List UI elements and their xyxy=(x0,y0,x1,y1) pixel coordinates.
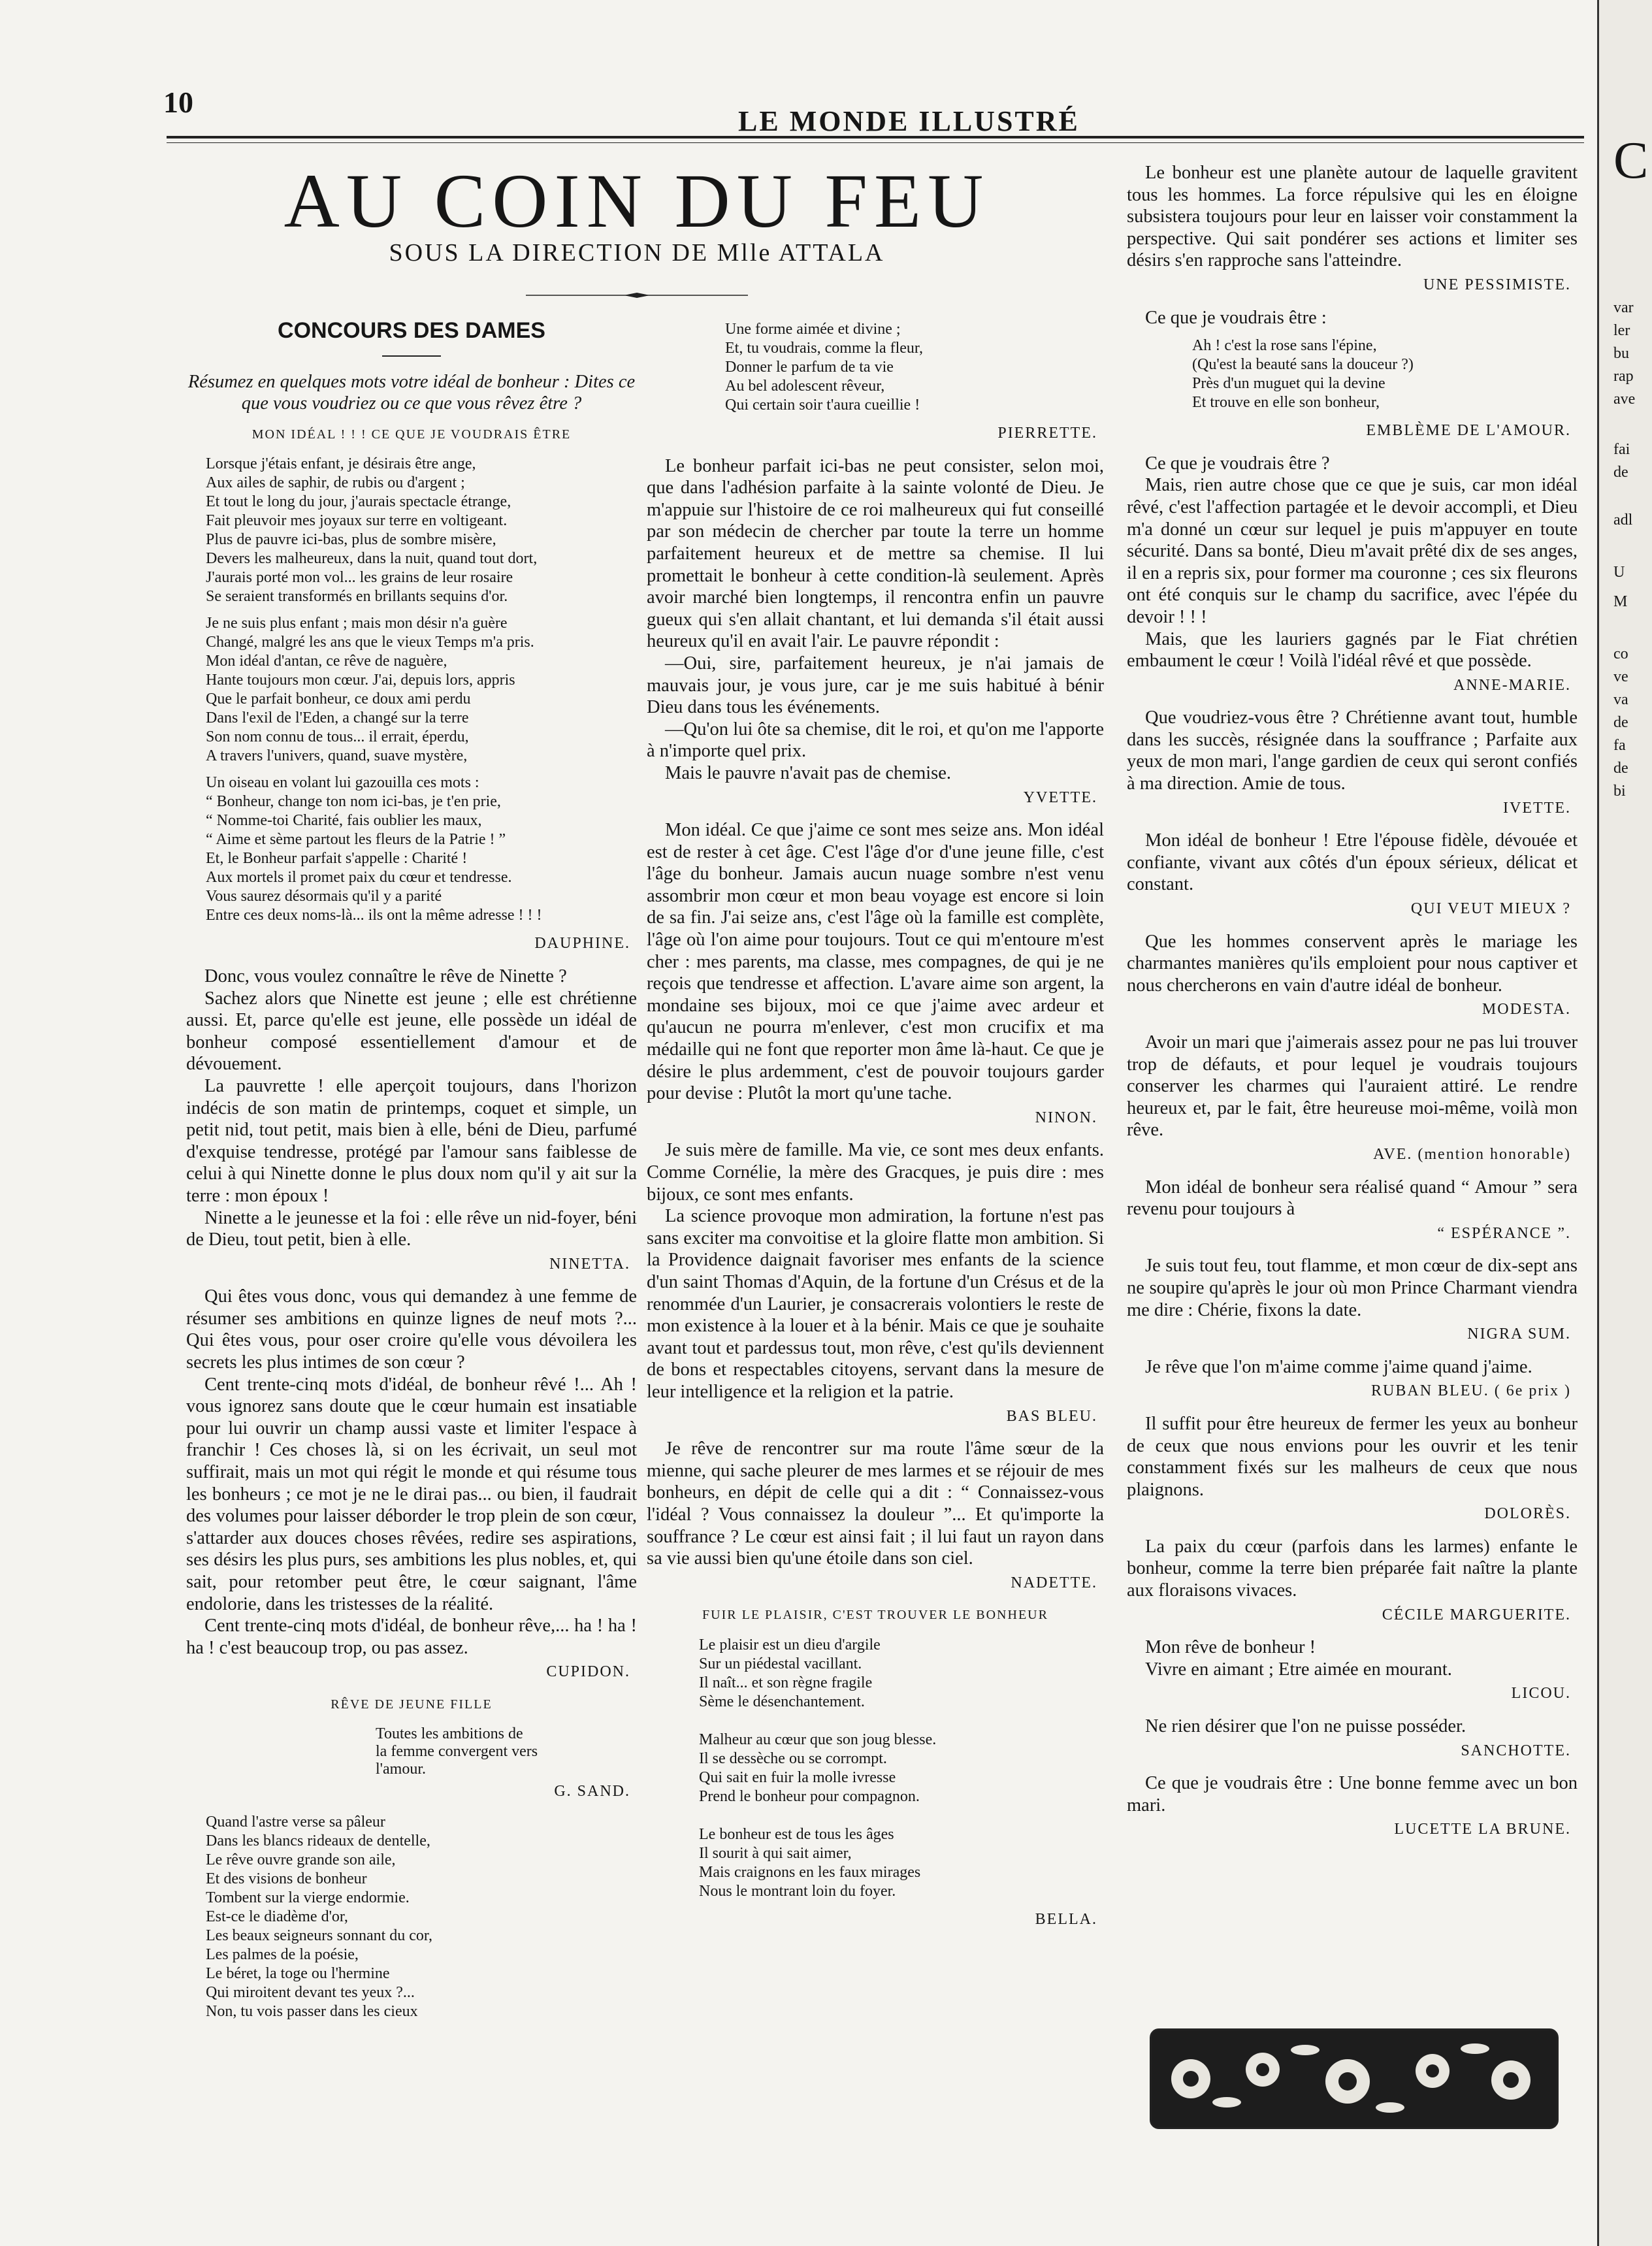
margin-fragment: U xyxy=(1613,564,1625,581)
margin-fragment: va xyxy=(1613,691,1628,708)
poem-stanza: Quand l'astre verse sa pâleur Dans les blancs rideaux de dentelle, Le rêve ouvre grande son aile, Et des visions de bonheur Tombent sur la vierge endormie. Est-ce le diadème d'or, Les beaux seigneurs sonnant du cor, Les palmes de la poésie, Le béret, la toge ou l'hermine Qui miroitent devant tes yeux ?... Non, tu vois passer dans les cieux xyxy=(206,1814,432,2021)
signature: BAS BLEU. xyxy=(1006,1407,1097,1425)
column-2 xyxy=(647,320,1104,1941)
margin-fragment: rap xyxy=(1613,368,1634,385)
signature: DAUPHINE. xyxy=(534,935,630,952)
column-3 xyxy=(1127,162,1578,1851)
paragraph: Mon idéal. Ce que j'aime ce sont mes seize ans. Mon idéal est de rester à cet âge. C'est l'âge d'or d'une jeune fille, c'est l'âge du bonheur. Jamais aucun nuage sombre n'est venu assombrir mon cœur et mon beau voyage est encore si loin de sa fin. J'ai seize ans, c'est l'âge où la famille est complète, l'âge où l'on aime pour toujours. Tout ce qui m'entoure m'est cher : mes parents, ma classe, mes compagnes, de qui je ne reçois que tendresse et affection. L'avare aime son argent, la mondaine ses bijoux, moi ce que j'aime avec ardeur et qu'aucun ne pourra m'enlever, c'est mon crucifix et ma médaille qui ne font que reporter mon âme là-haut. Ce que je désire le plus ardemment, c'est de pouvoir toujours garder pour devise : Plutôt la mort qu'une tache. xyxy=(647,820,1104,1104)
paragraph: Ne rien désirer que l'on ne puisse posséder. xyxy=(1145,1716,1466,1737)
signature: PIERRETTE. xyxy=(997,425,1097,442)
signature: NINETTA. xyxy=(549,1255,630,1273)
paragraph: Ninette a le jeunesse et la foi : elle rêve un nid-foyer, béni de Dieu, tout petit, bien à elle. xyxy=(186,1207,637,1250)
margin-fragment: var xyxy=(1613,299,1634,316)
signature: CÉCILE MARGUERITE. xyxy=(1382,1606,1571,1623)
paragraph: Ce que je voudrais être ? xyxy=(1145,453,1330,474)
margin-fragment: ler xyxy=(1613,322,1630,339)
poem-stanza: Lorsque j'étais enfant, je désirais être ange, Aux ailes de saphir, de rubis ou d'argent ; Et tout le long du jour, j'aurais spectacle étrange, Fait pleuvoir mes joyaux sur terre en voltigeant. Plus de pauvre ici-bas, plus de sombre misère, Devers les malheureux, dans la nuit, quand tout dort, J'aurais porté mon vol... les grains de leur rosaire Se seraient transformés en brillants sequins d'or. xyxy=(206,455,538,606)
epigraph-signature: G. SAND. xyxy=(554,1782,630,1800)
paragraph: Je suis mère de famille. Ma vie, ce sont mes deux enfants. Comme Cornélie, la mère des Gracques, je puis dire : mes bijoux, ce sont mes enfants. xyxy=(647,1140,1104,1205)
paragraph: Que les hommes conservent après le mariage les charmantes manières qu'ils emploient pour nous captiver et nous chercherons en vain d'autre idéal de bonheur. xyxy=(1127,931,1578,996)
poem-stanza: Une forme aimée et divine ; Et, tu voudrais, comme la fleur, Donner le parfum de ta vie Au bel adolescent rêveur, Qui certain soir t'aura cueillie ! xyxy=(725,321,923,414)
signature: SANCHOTTE. xyxy=(1461,1742,1571,1759)
signature: AVE. (mention honorable) xyxy=(1373,1145,1571,1163)
paragraph: Mais le pauvre n'avait pas de chemise. xyxy=(665,762,952,783)
poem-stanza: Ah ! c'est la rose sans l'épine, (Qu'est la beauté sans la douceur ?) Près d'un muguet qui la devine Et trouve en elle son bonheur, xyxy=(1192,337,1414,412)
margin-fragment: de xyxy=(1613,760,1628,777)
paragraph: La pauvrette ! elle aperçoit toujours, dans l'horizon indécis de son matin de printemps, coquet et simple, un petit nid, tout petit, mais bien à elle, béni de Dieu, parfumé d'exquise tendresse, protégé par l'amour sans faiblesse de celui à qui Ninette donne le plus doux nom qu'il y ait sur la terre : mon époux ! xyxy=(186,1075,637,1206)
poem-title: FUIR LE PLAISIR, C'EST TROUVER LE BONHEUR xyxy=(702,1608,1048,1623)
paragraph: Je rêve que l'on m'aime comme j'aime quand j'aime. xyxy=(1145,1356,1532,1377)
contest-heading: CONCOURS DES DAMES xyxy=(278,318,545,343)
signature: QUI VEUT MIEUX ? xyxy=(1410,900,1571,918)
paragraph: La science provoque mon admiration, la fortune n'est pas sans exciter ma convoitise et la gloire flatte mon ambition. Si la Providence daignait favoriser mes enfants de la science d'un saint Thomas d'Aquin, de la fortune d'un Crésus et de la renommée d'un Laurier, je consacrerais volontiers le reste de mon existence à la louer et à la bénir. Mais ce que je souhaite avant tout et pardessus tout, mon rêve, c'est qu'ils deviennent de bons et respectables citoyens, servant dans la mesure de leur intelligence et la religion et la patrie. xyxy=(647,1206,1104,1402)
signature: BELLA. xyxy=(1035,1910,1097,1928)
signature: MODESTA. xyxy=(1482,1001,1571,1018)
signature: YVETTE. xyxy=(1023,789,1097,806)
paragraph: Vivre en aimant ; Etre aimée en mourant. xyxy=(1145,1659,1452,1680)
paragraph: Cent trente-cinq mots d'idéal, de bonheur rêvé !... Ah ! vous ignorez sans doute que le cœur humain est insatiable pour lui ouvrir un champ aussi vaste et limiter l'espace à franchir ! Ces choses là, si on les écrivait, un seul mot suffirait, mais un mot qui régit le monde et qui résume tous les bonheurs ; ce mot je ne le dirai pas... ou bien, il faudrait des volumes pour laisser déborder le trop plein de son cœur, s'attarder aux douces choses rêvées, redire ses aspirations, ses désirs les plus purs, ses ambitions les plus nobles, et, qui sait, pour retomber peut être, le cœur saignant, l'âme endolorie, dans les tristesses de la réalité. xyxy=(186,1374,637,1614)
signature: LUCETTE LA BRUNE. xyxy=(1394,1821,1571,1838)
poem-title: MON IDÉAL ! ! ! CE QUE JE VOUDRAIS ÊTRE xyxy=(251,427,572,442)
margin-fragment: fa xyxy=(1613,737,1626,754)
section-title: AU COIN DU FEU xyxy=(283,158,990,244)
header-rule-thin xyxy=(167,142,1584,143)
signature: LICOU. xyxy=(1511,1685,1571,1702)
paragraph: Sachez alors que Ninette est jeune ; elle est chrétienne aussi. Et, parce qu'elle est jeune, elle possède un idéal de bonheur composé essentiellement d'amour et de dévouement. xyxy=(186,988,637,1075)
contest-intro: Résumez en quelques mots votre idéal de bonheur : Dites ce que vous voudriez ou ce que vous rêvez être ? xyxy=(187,371,636,414)
heading-rule xyxy=(382,355,441,357)
margin-fragment: C xyxy=(1613,132,1649,189)
signature: UNE PESSIMISTE. xyxy=(1423,276,1571,293)
margin-fragment: adl xyxy=(1613,512,1633,529)
paragraph: Que voudriez-vous être ? Chrétienne avant tout, humble dans les succès, résignée dans la souffrance ; Parfaite aux yeux de mon mari, l'ange gardien de ceux qui seront confiés à ma direction. Amie de tous. xyxy=(1127,708,1578,794)
poem-stanza: Le plaisir est un dieu d'argile Sur un piédestal vacillant. Il naît... et son règne fragile Sème le désenchantement. Malheur au cœur que son joug blesse. Il se dessèche ou se corrompt. Qui sait en fuir la molle ivresse Prend le bonheur pour compagnon. Le bonheur est de tous les âges Il sourit à qui sait aimer, Mais craignons en les faux mirages Nous le montrant loin du foyer. xyxy=(699,1636,937,1900)
signature: DOLORÈS. xyxy=(1484,1505,1571,1523)
paragraph: Mais, rien autre chose que ce que je suis, car mon idéal rêvé, c'est l'affection partagée et le devoir accompli, et Dieu m'a donné un cœur sur lequel je puis m'appuyer en toute sécurité. Dans sa bonté, Dieu m'avait prêté dix de ses anges, il en a repris six, pour former ma couronne ; ces six fleurons ont été conquis sur le champ du sacrifice, avec l'épée du devoir ! ! ! xyxy=(1127,475,1578,627)
signature: CUPIDON. xyxy=(546,1663,630,1681)
signature: RUBAN BLEU. ( 6e prix ) xyxy=(1371,1382,1571,1400)
column-1 xyxy=(186,320,637,2029)
paragraph: Ce que je voudrais être : xyxy=(1145,307,1327,328)
margin-fragment: M xyxy=(1613,593,1628,610)
signature: ANNE-MARIE. xyxy=(1453,676,1571,694)
paragraph: Ce que je voudrais être : Une bonne femme avec un bon mari. xyxy=(1127,1773,1578,1815)
paragraph: La paix du cœur (parfois dans les larmes) enfante le bonheur, comme la terre bien préparée fait naître la plante aux floraisons vivaces. xyxy=(1127,1536,1578,1601)
header-rule-thick xyxy=(167,136,1584,138)
margin-fragment: ave xyxy=(1613,391,1636,408)
paragraph: Donc, vous voulez connaître le rêve de Ninette ? xyxy=(204,966,567,986)
margin-fragment: ve xyxy=(1613,668,1628,685)
paragraph: Je suis tout feu, tout flamme, et mon cœur de dix-sept ans ne soupire qu'après le jour où mon Prince Charmant viendra me dire : Chérie, fixons la date. xyxy=(1127,1256,1578,1320)
signature: NINON. xyxy=(1035,1109,1097,1126)
paragraph: —Qu'on lui ôte sa chemise, dit le roi, et qu'on me l'apporte à n'importe quel prix. xyxy=(647,719,1104,762)
epigraph: Toutes les ambitions de la femme convergent vers l'amour. xyxy=(376,1725,538,1778)
paragraph: Le bonheur est une planète autour de laquelle gravitent tous les hommes. La force répulsive qui les en éloigne subsistera toujours pour leur en laisser voir constamment la perspective. Qui sait pondérer ses actions et limiter ses désirs s'en rapproche sans l'atteindre. xyxy=(1127,163,1578,271)
ornament-rule xyxy=(526,293,748,298)
signature: NIGRA SUM. xyxy=(1467,1326,1571,1343)
margin-fragment: co xyxy=(1613,645,1628,662)
paragraph: Mon idéal de bonheur sera réalisé quand “ Amour ” sera revenu pour toujours à xyxy=(1127,1177,1578,1220)
poem-title: RÊVE DE JEUNE FILLE xyxy=(331,1697,493,1712)
paragraph: Il suffit pour être heureux de fermer les yeux au bonheur de ceux que nous envions pour les ouvrir et les tenir constamment fixés sur les malheurs de ceux que nous plaignons. xyxy=(1127,1413,1578,1500)
paragraph: Cent trente-cinq mots d'idéal, de bonheur rêve,... ha ! ha ! ha ! c'est beaucoup trop, ou pas assez. xyxy=(186,1616,637,1658)
paragraph: —Oui, sire, parfaitement heureux, je n'ai jamais de mauvais jour, je vous jure, car je me suis habitué à bénir Dieu dans tous les événements. xyxy=(647,653,1104,718)
signature: EMBLÈME DE L'AMOUR. xyxy=(1366,422,1571,440)
page-number: 10 xyxy=(163,86,193,119)
signature: “ ESPÉRANCE ”. xyxy=(1437,1224,1571,1242)
margin-fragment: fai xyxy=(1613,441,1630,458)
margin-fragment: bi xyxy=(1613,783,1626,800)
paragraph: Je rêve de rencontrer sur ma route l'âme sœur de la mienne, qui sache pleurer de mes larmes et se réjouir de mes bonheurs, en dépit de celle qui a dit : “ Connaissez-vous l'idéal ? Vous connaissez la douleur ”... Et qu'importe la souffrance ? Le cœur est ainsi fait ; il lui faut un rayon dans sa vie aussi bien qu'une étoile dans son ciel. xyxy=(647,1439,1104,1569)
margin-fragment: de xyxy=(1613,714,1628,731)
masthead: LE MONDE ILLUSTRÉ xyxy=(738,105,1080,137)
margin-fragment: bu xyxy=(1613,345,1629,362)
poem-stanza: Je ne suis plus enfant ; mais mon désir n'a guère Changé, malgré les ans que le vieux Temps m'a pris. Mon idéal d'antan, ce rêve de naguère, Hante toujours mon cœur. J'ai, depuis lors, appris Que le parfait bonheur, ce doux ami perdu Dans l'exil de l'Eden, a changé sur la terre Son nom connu de tous... il errait, éperdu, A travers l'univers, quand, suave mystère, xyxy=(206,615,534,765)
poem-stanza: Un oiseau en volant lui gazouilla ces mots : “ Bonheur, change ton nom ici-bas, je t'en prie, “ Nomme-toi Charité, fais oublier les maux, “ Aime et sème partout les fleurs de la Patrie ! ” Et, le Bonheur parfait s'appelle : Charité ! Aux mortels il promet paix du cœur et tendresse. Vous saurez désormais qu'il y a parité Entre ces deux noms-là... ils ont la même adresse ! ! ! xyxy=(206,774,542,924)
paragraph: Le bonheur parfait ici-bas ne peut consister, selon moi, que dans l'adhésion parfaite à la sainte volonté de Dieu. Je m'appuie sur l'histoire de ce roi malheureux qui fut conseillé par son médecin de chercher par toute la terre un homme parfaitement heureux et de mettre sa chemise. Il lui promettait le bonheur à cette condition-là seulement. Après avoir marché bien longtemps, il rencontra enfin un pauvre gueux qui s'en allait chantant, et lui demanda s'il était aussi heureux qu'il en avait l'air. Le pauvre répondit : xyxy=(647,455,1104,652)
paragraph: Mon idéal de bonheur ! Etre l'épouse fidèle, dévouée et confiante, vivant aux côtés d'un époux sérieux, délicat et constant. xyxy=(1127,830,1578,895)
signature: IVETTE. xyxy=(1503,799,1571,817)
paragraph: Qui êtes vous donc, vous qui demandez à une femme de résumer ses ambitions en quinze lignes de neuf mots ?... Qui êtes vous, pour oser croire qu'elle vous dévoilera les secrets les plus intimes de son cœur ? xyxy=(186,1286,637,1373)
floral-vignette-icon xyxy=(1150,2028,1559,2129)
section-subtitle: SOUS LA DIRECTION DE Mlle ATTALA xyxy=(389,239,885,267)
signature: NADETTE. xyxy=(1011,1574,1097,1591)
paragraph: Mon rêve de bonheur ! xyxy=(1145,1637,1316,1658)
paragraph: Mais, que les lauriers gagnés par le Fiat chrétien embaument le cœur ! Voilà l'idéal rêvé et que possède. xyxy=(1127,628,1578,672)
margin-fragment: de xyxy=(1613,464,1628,481)
paragraph: Avoir un mari que j'aimerais assez pour ne pas lui trouver trop de défauts, et pour lequel je voudrais toujours conserver les charmes qui l'auraient attiré. Le rendre heureux et, par le fait, être heureuse moi-même, voilà mon rêve. xyxy=(1127,1032,1578,1141)
